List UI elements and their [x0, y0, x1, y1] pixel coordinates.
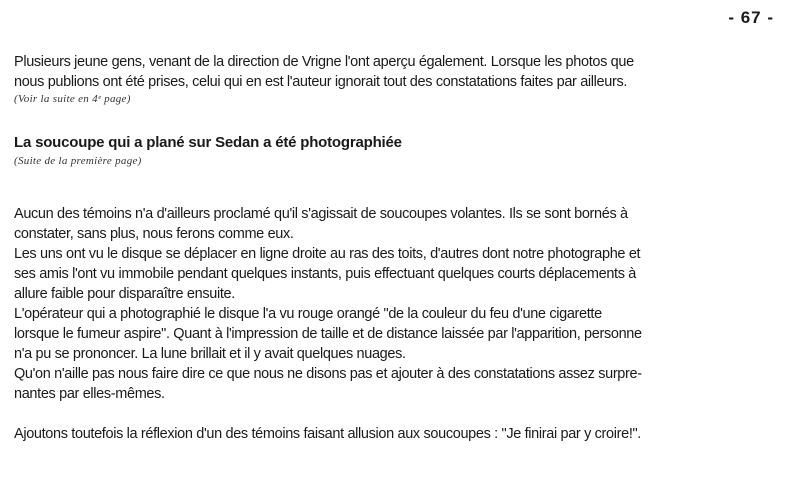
body-line: Les uns ont vu le disque se déplacer en ligne droite au ras des toits, d'autres dont notre photographe et: [14, 246, 641, 262]
body-line: ses amis l'ont vu immobile pendant quelques instants, puis effectuant quelques courts déplacements à: [14, 266, 637, 282]
body-line: lorsque le fumeur aspire". Quant à l'impression de taille et de distance laissée par l'apparition, personne: [14, 326, 642, 342]
page-number: - 67 -: [728, 8, 774, 27]
body-line: n'a pu se prononcer. La lune brillait et il y avait quelques nuages.: [14, 346, 406, 362]
continuation-note: (Voir la suite en 4ᵉ page): [14, 93, 131, 105]
body-line: L'opérateur qui a photographié le disque l'a vu rouge orangé "de la couleur du feu d'une cigarette: [14, 306, 602, 322]
paragraph-spacer: [14, 404, 774, 424]
body-line: constater, sans plus, nous ferons comme eux.: [14, 226, 294, 242]
intro-line: Plusieurs jeune gens, venant de la direction de Vrigne l'ont aperçu également. Lorsque les photos que: [14, 54, 634, 70]
closing-line: Ajoutons toutefois la réflexion d'un des témoins faisant allusion aux soucoupes : "Je finirai par y croire!".: [14, 426, 641, 442]
body-line: nantes par elles-mêmes.: [14, 386, 165, 402]
body-line: allure faible pour disparaître ensuite.: [14, 286, 235, 302]
article-heading: La soucoupe qui a plané sur Sedan a été photographiée: [14, 134, 402, 151]
intro-paragraph: [14, 52, 774, 106]
intro-line: nous publions ont été prises, celui qui en est l'auteur ignorait tout des constatations faites par ailleurs.: [14, 74, 628, 90]
body-line: Qu'on n'aille pas nous faire dire ce que nous ne disons pas et ajouter à des constatations assez surpre-: [14, 366, 642, 382]
continued-from-note: (Suite de la première page): [14, 155, 142, 167]
article-header: [14, 132, 774, 168]
article-body: [14, 204, 774, 444]
body-line: Aucun des témoins n'a d'ailleurs proclamé qu'il s'agissait de soucoupes volantes. Ils se sont bornés à: [14, 206, 628, 222]
